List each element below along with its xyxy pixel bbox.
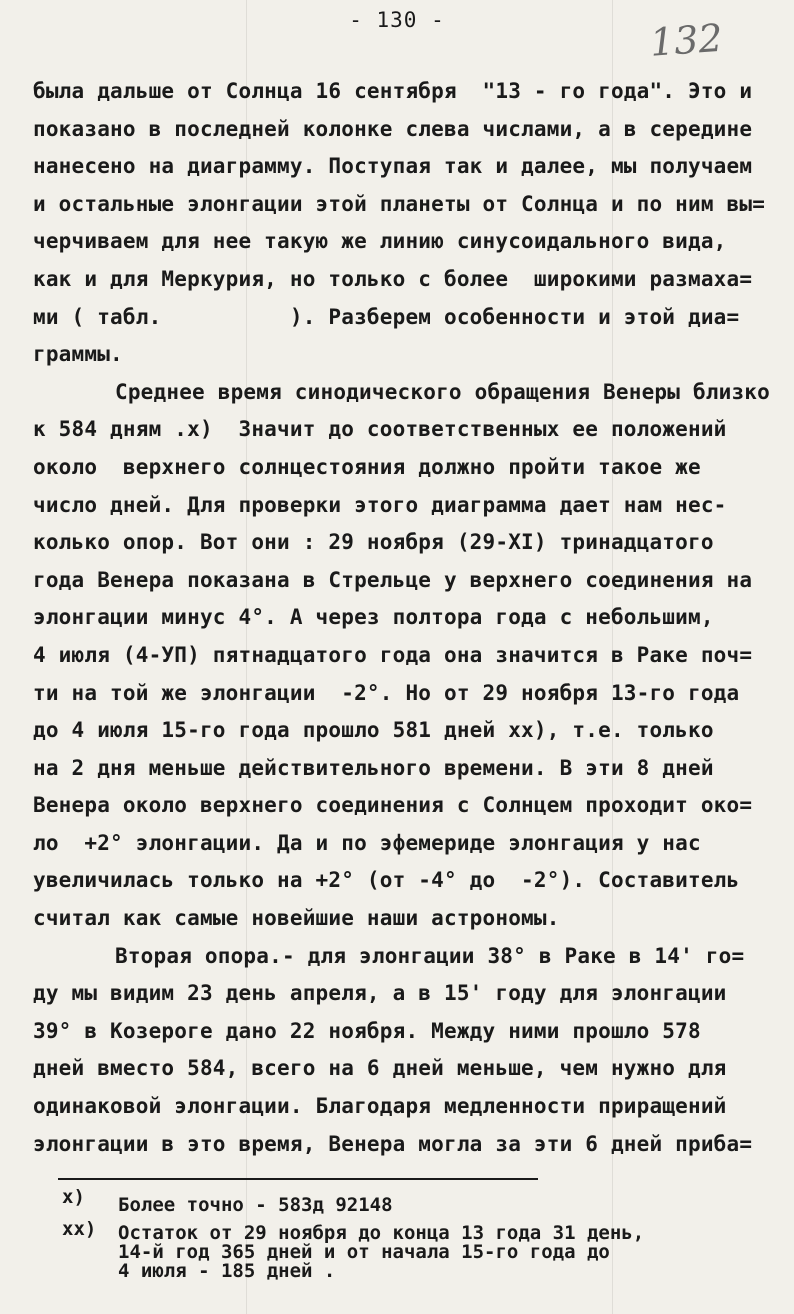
footnote-text: Остаток от 29 ноября до конца 13 года 31 день, 14-й год 365 дней и от начала 15-го года до 4 июля - 185 дней . [118,1222,645,1282]
text-line: к 584 дням .x) Значит до соответственных ее положений [33,417,727,442]
text-line: элонгации минус 4°. А через полтора года с небольшим, [33,605,714,630]
text-line: как и для Меркурия, но только с более широкими размаха= [33,266,753,291]
footnote-mark: x) [62,1186,85,1208]
text-line: черчиваем для нее такую же линию синусоидального вида, [33,229,727,254]
text-line: Венера около верхнего соединения с Солнцем проходит око= [33,793,753,818]
text-line: одинаковой элонгации. Благодаря медленности приращений [33,1094,727,1119]
text-line: на 2 дня меньше действительного времени. В эти 8 дней [33,755,714,780]
page-number: - 130 - [349,8,445,32]
text-line: до 4 июля 15-го года прошло 581 дней xx), т.е. только [33,718,714,743]
text-line: число дней. Для проверки этого диаграмма дает нам нес- [33,492,727,517]
text-line: 39° в Козероге дано 22 ноября. Между ними прошло 578 [33,1018,701,1043]
text-line: ду мы видим 23 день апреля, а в 15' году для элонгации [33,981,727,1006]
main-text [33,73,778,1163]
text-line: ми ( табл. ). Разберем особенности и этой диа= [33,304,740,329]
text-line: и остальные элонгации этой планеты от Солнца и по ним вы= [33,191,766,216]
footnote [62,1186,762,1218]
footnote-mark: xx) [62,1218,97,1240]
text-line: дней вместо 584, всего на 6 дней меньше, чем нужно для [33,1056,727,1081]
archive-page-number: 132 [648,15,724,65]
text-line: года Венера показана в Стрельце у верхнего соединения на [33,567,753,592]
text-line: увеличилась только на +2° (от -4° до -2°). Составитель [33,868,740,893]
text-line: была дальше от Солнца 16 сентября "13 - го года". Это и [33,79,753,103]
paragraph-start-line: Среднее время синодического обращения Венеры близко [115,379,770,404]
text-line: показано в последней колонке слева числами, а в середине [33,116,753,141]
paragraph-start-line: Вторая опора.- для элонгации 38° в Раке в 14' го= [115,943,745,968]
text-line: граммы. [33,342,123,367]
text-line: колько опор. Вот они : 29 ноября (29-XI) тринадцатого [33,530,714,555]
text-line: считал как самые новейшие наши астрономы. [33,906,560,931]
footnote [62,1218,762,1282]
text-line: элонгации в это время, Венера могла за эти 6 дней приба= [33,1131,753,1156]
text-line: нанесено на диаграмму. Поступая так и далее, мы получаем [33,154,753,179]
text-line: около верхнего солнцестояния должно пройти такое же [33,454,701,479]
text-line: 4 июля (4-УП) пятнадцатого года она значится в Раке поч= [33,642,753,667]
footnote-text: Более точно - 583д 92148 [118,1194,393,1216]
text-line: ло +2° элонгации. Да и по эфемериде элонгация у нас [33,830,701,855]
footnotes [62,1186,762,1287]
footnote-separator [58,1178,538,1180]
text-line: ти на той же элонгации -2°. Но от 29 ноября 13-го года [33,680,740,705]
